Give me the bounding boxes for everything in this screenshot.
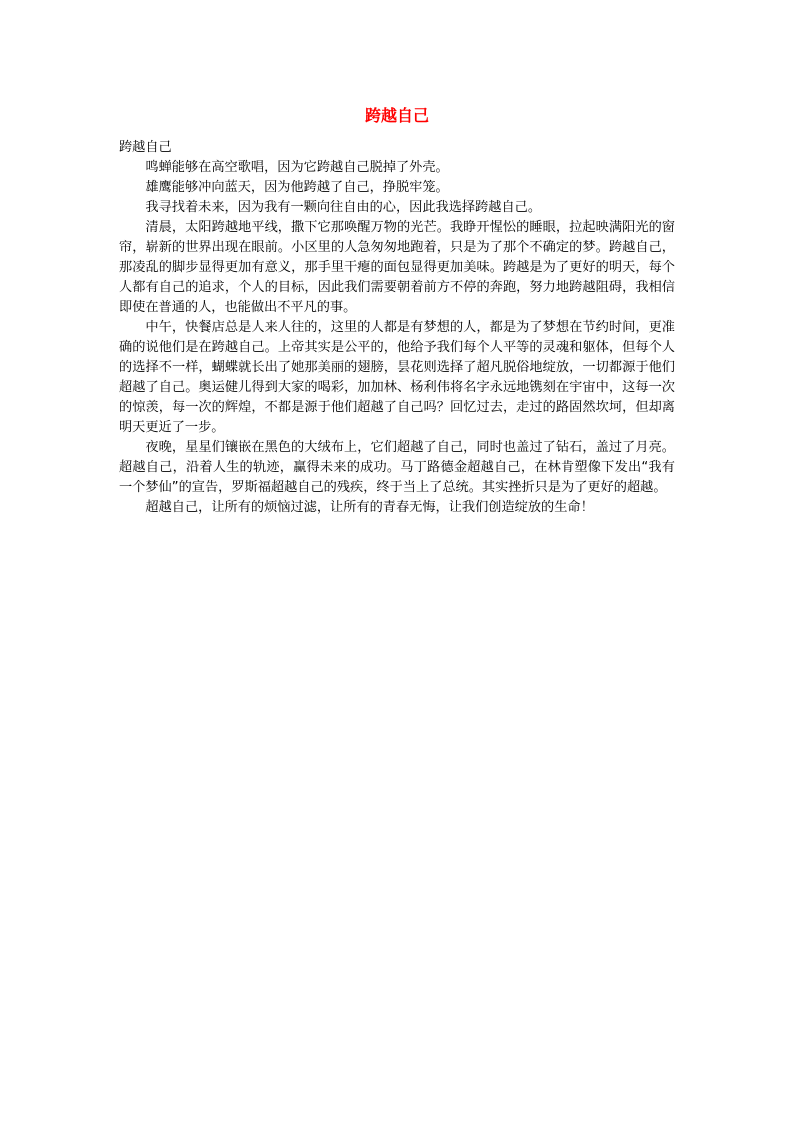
paragraph: 超越自己，让所有的烦恼过滤，让所有的青春无悔，让我们创造绽放的生命！ bbox=[145, 500, 594, 515]
paragraph: 中午，快餐店总是人来人往的，这里的人都是有梦想的人，都是为了梦想在节约时间，更准确的说他们是在跨越自己。上帝其实是公平的，他给予我们每个人平等的灵魂和躯体，但每个人的选择不一样，蝴蝶就长出了她那美丽的翅膀，昙花则选择了超凡脱俗地绽放，一切都源于他们超越了自己。奥运健儿得到大家的喝彩，加加林、杨利伟将名字永远地镌刻在宇宙中，这每一次的惊羡，每一次的辉煌，不都是源于他们超越了自己吗？回忆过去，走过的路固然坎坷，但却离明天更近了一步。 bbox=[119, 320, 675, 435]
paragraph: 鸣蝉能够在高空歌唱，因为它跨越自己脱掉了外壳。 bbox=[145, 160, 449, 175]
paragraph: 夜晚，星星们镶嵌在黑色的大绒布上，它们超越了自己，同时也盖过了钻石，盖过了月亮。超越自己，沿着人生的轨迹，赢得未来的成功。马丁路德金超越自己，在林肯塑像下发出“我有一个梦仙”的宣告，罗斯福超越自己的残疾，终于当上了总统。其实挫折只是为了更好的超越。 bbox=[119, 440, 675, 495]
document-subtitle: 跨越自己 bbox=[119, 140, 172, 155]
paragraph: 清晨，太阳跨越地平线，撒下它那唤醒万物的光芒。我睁开惺忪的睡眼，拉起映满阳光的窗帘，崭新的世界出现在眼前。小区里的人急匆匆地跑着，只是为了那个不确定的梦。跨越自己，那凌乱的脚步显得更加有意义，那手里干瘪的面包显得更加美味。跨越是为了更好的明天，每个人都有自己的追求，个人的目标，因此我们需要朝着前方不停的奔跑，努力地跨越阻碍，我相信即使在普通的人，也能做出不平凡的事。 bbox=[119, 220, 675, 315]
paragraph: 我寻找着未来，因为我有一颗向往自由的心，因此我选择跨越自己。 bbox=[145, 200, 542, 215]
paragraph: 雄鹰能够冲向蓝天，因为他跨越了自己，挣脱牢笼。 bbox=[145, 180, 449, 195]
document-body bbox=[119, 138, 675, 518]
document-title: 跨越自己 bbox=[364, 106, 429, 125]
